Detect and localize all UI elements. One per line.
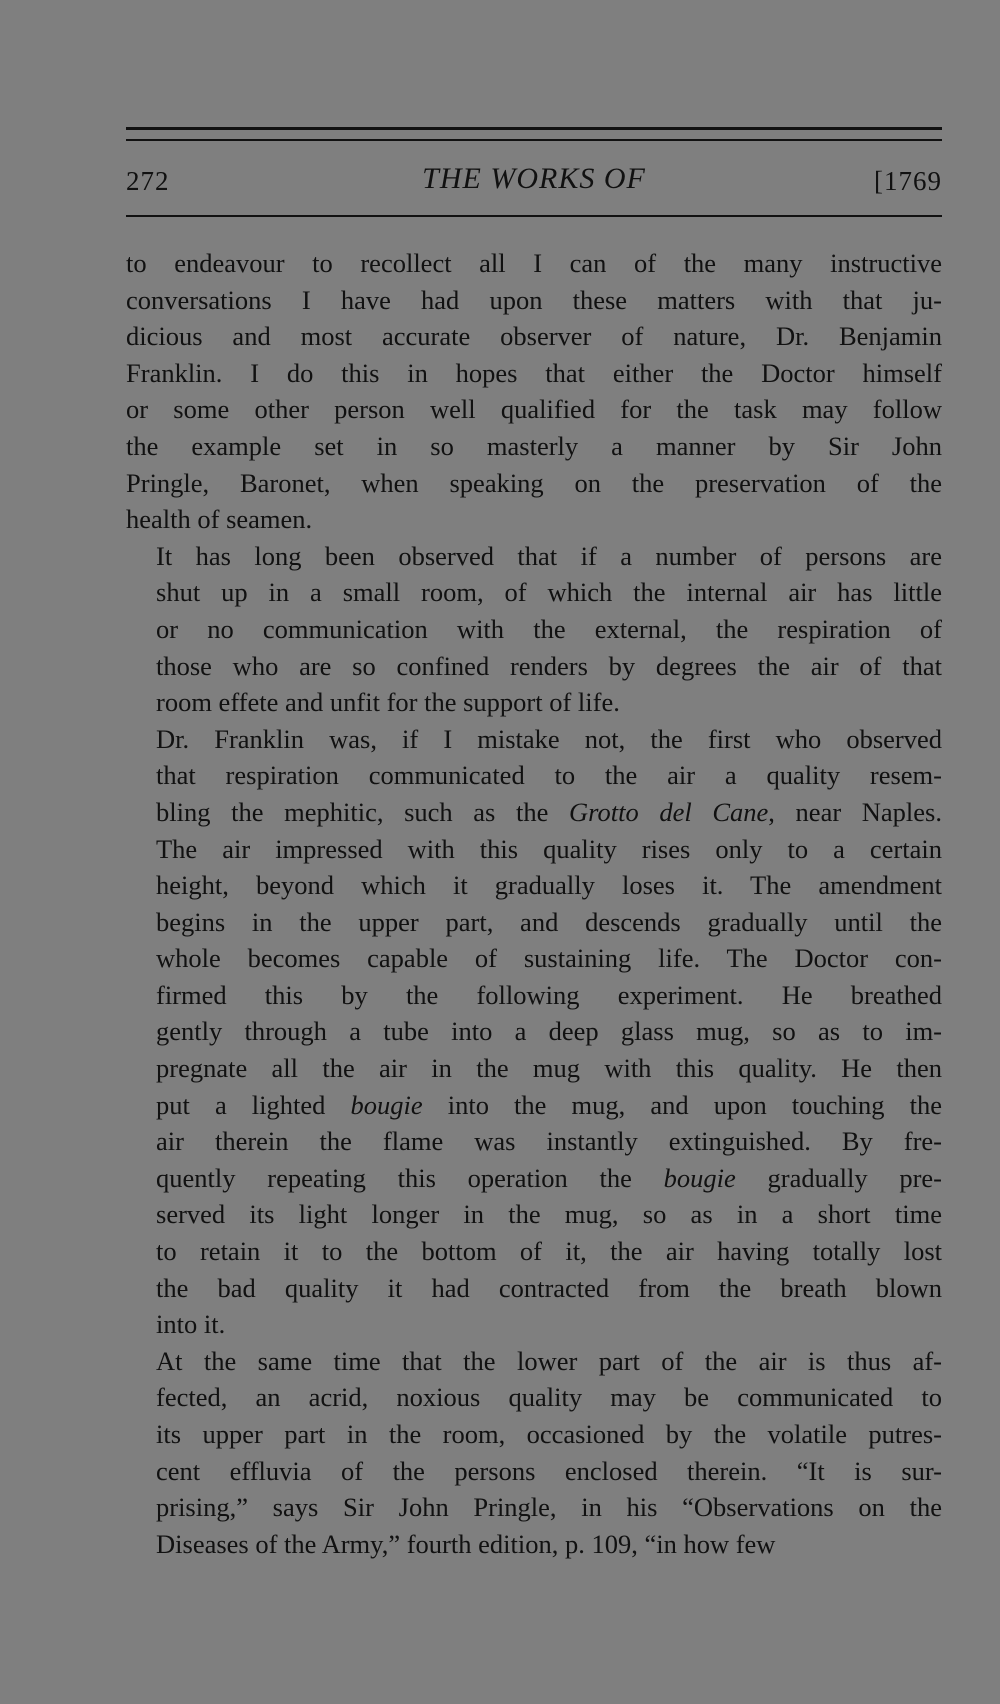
text-line: pregnate all the air in the mug with this quality. He then [156,1053,942,1084]
text-line: its upper part in the room, occasioned by the volatile putres- [156,1419,942,1449]
body-text [126,245,942,1562]
text-line: or some other person well qualified for the task may follow [126,394,942,425]
book-page [126,0,942,1704]
text-line: the bad quality it had contracted from the breath blown [156,1272,942,1303]
text-line: those who are so confined renders by degrees the air of that [156,650,942,681]
text-line: prising,” says Sir John Pringle, in his “Observations on the [156,1492,942,1523]
text-line: bling the mephitic, such as the Grotto del Cane, near Naples. [156,796,942,827]
text-line: put a lighted bougie into the mug, and upon touching the [156,1089,942,1120]
text-line: begins in the upper part, and descends gradually until the [156,906,942,937]
text-line: gently through a tube into a deep glass mug, so as to im- [156,1016,942,1047]
paragraph [126,1343,942,1563]
text-line: or no communication with the external, the respiration of [156,613,942,644]
text-line: Franklin. I do this in hopes that either the Doctor himself [126,357,942,388]
running-title: THE WORKS OF [422,162,646,195]
text-line: It has long been observed that if a number of persons are [156,540,942,571]
italic-term: Grotto del Cane [569,796,769,827]
text-line: served its light longer in the mug, so as in a short time [156,1199,942,1230]
text-line: air therein the flame was instantly extinguished. By fre- [156,1126,942,1157]
text-line: into it. [156,1309,226,1340]
text-line: Dr. Franklin was, if I mistake not, the first who observed [156,723,942,754]
text-line: whole becomes capable of sustaining life. The Doctor con- [156,943,942,974]
text-line: The air impressed with this quality rises only to a certain [156,833,942,864]
text-line: the example set in so masterly a manner by Sir John [126,430,942,461]
paragraph [126,721,942,1343]
text-line: that respiration communicated to the air a quality resem- [156,760,942,791]
header-rule [126,215,942,217]
running-header [126,160,942,200]
header-year: [1769 [874,166,942,196]
text-line: room effete and unfit for the support of life. [156,687,620,718]
text-line: to endeavour to recollect all I can of the many instructive [126,248,942,278]
text-line: to retain it to the bottom of it, the air having totally lost [156,1236,942,1267]
text-line: cent effluvia of the persons enclosed therein. “It is sur- [156,1455,942,1486]
top-rule-thin [126,139,942,141]
top-rule [126,127,942,130]
text-line: conversations I have had upon these matters with that ju- [126,284,942,315]
text-line: Pringle, Baronet, when speaking on the preservation of the [126,467,942,498]
text-line: shut up in a small room, of which the internal air has little [156,577,942,608]
page-number: 272 [126,166,170,196]
italic-term: bougie [350,1089,423,1120]
text-line: dicious and most accurate observer of nature, Dr. Benjamin [126,321,942,352]
paragraph [126,538,942,721]
text-line: Diseases of the Army,” fourth edition, p. 109, “in how few [156,1528,776,1559]
text-line: height, beyond which it gradually loses it. The amendment [156,870,942,901]
text-line: firmed this by the following experiment. He breathed [156,979,942,1010]
text-line: health of seamen. [126,504,313,535]
text-line: fected, an acrid, noxious quality may be communicated to [156,1382,942,1413]
italic-term: bougie [663,1162,736,1193]
text-line: At the same time that the lower part of the air is thus af- [156,1345,942,1376]
paragraph [126,245,942,538]
text-line: quently repeating this operation the bougie gradually pre- [156,1162,942,1193]
